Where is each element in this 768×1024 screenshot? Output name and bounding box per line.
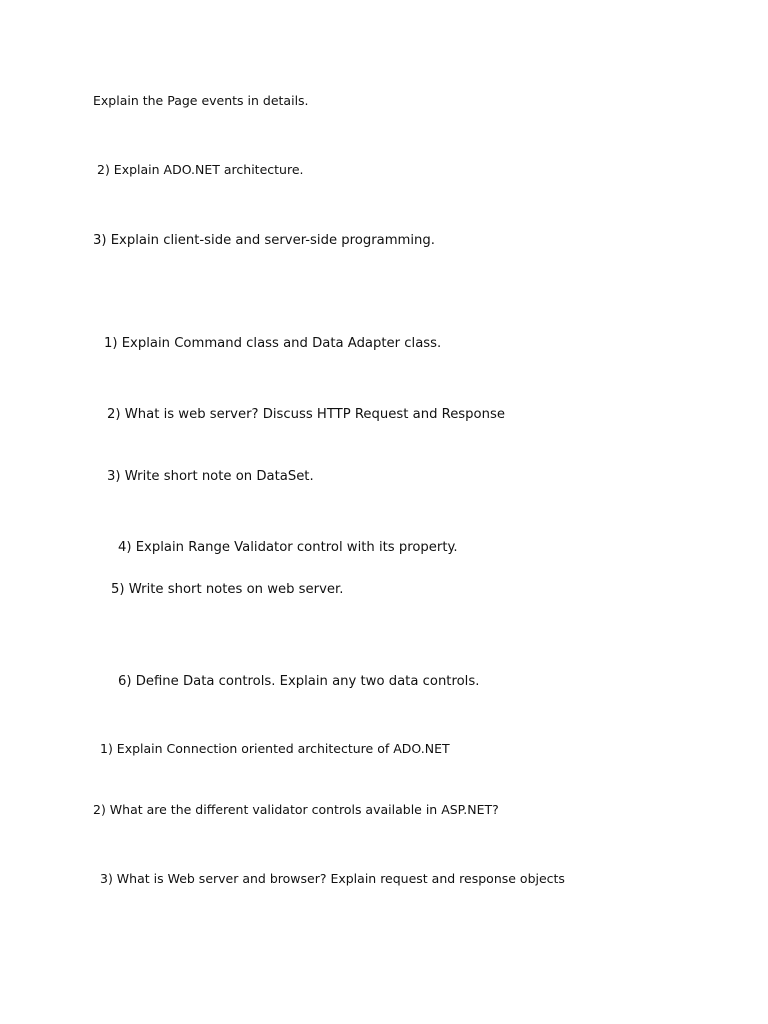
question-line: 1) Explain Connection oriented architecture of ADO.NET: [100, 741, 450, 756]
question-line: 5) Write short notes on web server.: [111, 582, 344, 597]
question-line: Explain the Page events in details.: [93, 93, 309, 108]
question-line: 3) What is Web server and browser? Explain request and response objects: [100, 871, 565, 886]
question-line: 2) Explain ADO.NET architecture.: [97, 162, 304, 177]
question-line: 3) Write short note on DataSet.: [107, 469, 314, 484]
question-line: 1) Explain Command class and Data Adapter class.: [104, 336, 442, 351]
question-line: 6) Define Data controls. Explain any two data controls.: [118, 674, 480, 689]
question-line: 4) Explain Range Validator control with its property.: [118, 540, 458, 555]
question-line: 3) Explain client-side and server-side programming.: [93, 233, 435, 248]
question-line: 2) What is web server? Discuss HTTP Request and Response: [107, 407, 505, 422]
question-line: 2) What are the different validator controls available in ASP.NET?: [93, 802, 499, 817]
